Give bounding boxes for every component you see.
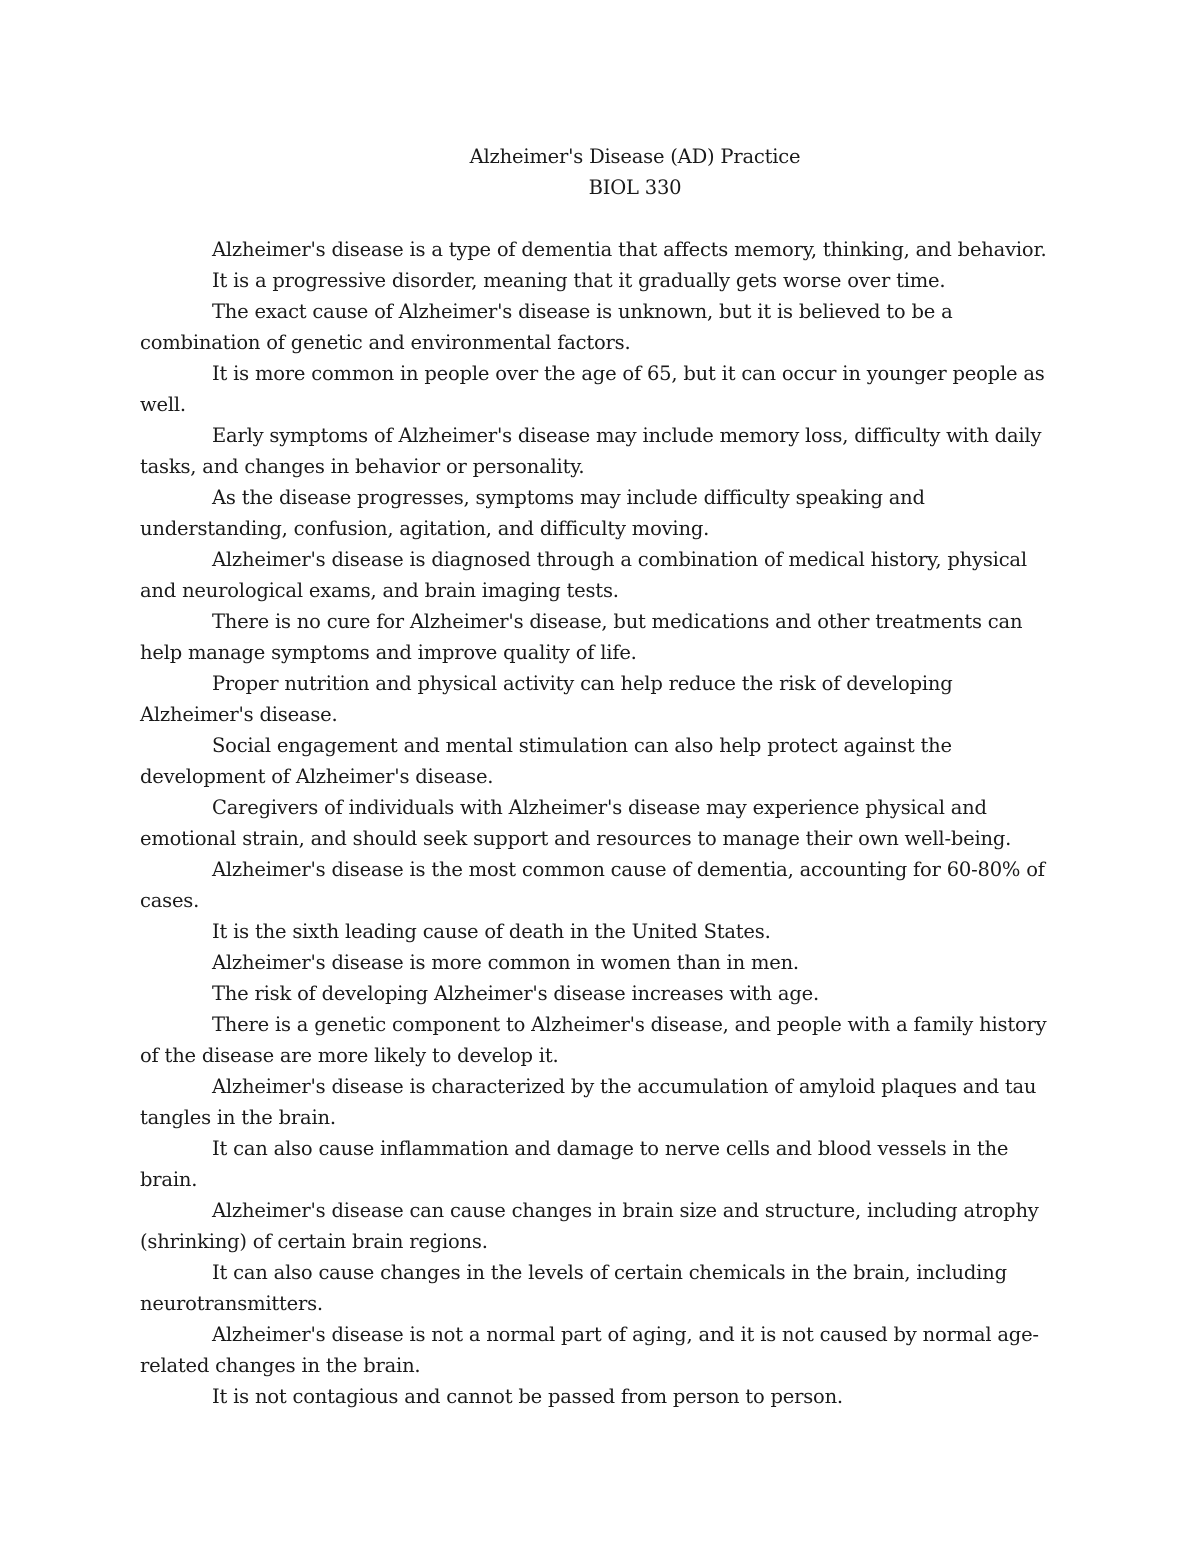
paragraph: The exact cause of Alzheimer's disease is unknown, but it is believed to be a combination of genetic and environmental factors. bbox=[140, 300, 953, 354]
document-body bbox=[140, 141, 1060, 1412]
paragraph: Alzheimer's disease is diagnosed through a combination of medical history, physical and neurological exams, and brain imaging tests. bbox=[140, 548, 1027, 602]
paragraph: As the disease progresses, symptoms may include difficulty speaking and understanding, confusion, agitation, and difficulty moving. bbox=[140, 486, 925, 540]
paragraph: It can also cause inflammation and damage to nerve cells and blood vessels in the brain. bbox=[140, 1137, 1009, 1191]
paragraph: There is no cure for Alzheimer's disease, but medications and other treatments can help manage symptoms and improve quality of life. bbox=[140, 610, 1023, 664]
paragraph: Alzheimer's disease is the most common cause of dementia, accounting for 60-80% of cases. bbox=[140, 858, 1045, 912]
paragraph: It is the sixth leading cause of death in the United States. bbox=[212, 920, 771, 943]
paragraph: Alzheimer's disease is characterized by the accumulation of amyloid plaques and tau tangles in the brain. bbox=[140, 1075, 1037, 1129]
paragraph: The risk of developing Alzheimer's disease increases with age. bbox=[212, 982, 819, 1005]
paragraph: Caregivers of individuals with Alzheimer's disease may experience physical and emotional strain, and should seek support and resources to manage their own well-being. bbox=[140, 796, 1012, 850]
blank-line bbox=[140, 203, 1060, 234]
paragraph: It is a progressive disorder, meaning that it gradually gets worse over time. bbox=[212, 269, 946, 292]
paragraph: Alzheimer's disease is not a normal part of aging, and it is not caused by normal age-related changes in the brain. bbox=[140, 1323, 1039, 1377]
paragraph: There is a genetic component to Alzheimer's disease, and people with a family history of the disease are more likely to develop it. bbox=[140, 1013, 1047, 1067]
paragraph: Social engagement and mental stimulation can also help protect against the development of Alzheimer's disease. bbox=[140, 734, 952, 788]
paragraph: Alzheimer's disease can cause changes in brain size and structure, including atrophy (shrinking) of certain brain regions. bbox=[140, 1199, 1039, 1253]
paragraph: It can also cause changes in the levels of certain chemicals in the brain, including neurotransmitters. bbox=[140, 1261, 1007, 1315]
paragraph: Proper nutrition and physical activity can help reduce the risk of developing Alzheimer's disease. bbox=[140, 672, 953, 726]
document-title: Alzheimer's Disease (AD) Practice bbox=[469, 145, 801, 168]
title-block bbox=[210, 141, 1060, 203]
paragraph: It is more common in people over the age of 65, but it can occur in younger people as well. bbox=[140, 362, 1045, 416]
paragraph: Early symptoms of Alzheimer's disease may include memory loss, difficulty with daily tasks, and changes in behavior or personality. bbox=[140, 424, 1042, 478]
paragraph: It is not contagious and cannot be passed from person to person. bbox=[212, 1385, 843, 1408]
paragraph: Alzheimer's disease is a type of dementia that affects memory, thinking, and behavior. bbox=[212, 238, 1047, 261]
paragraph: Alzheimer's disease is more common in women than in men. bbox=[212, 951, 799, 974]
course-code: BIOL 330 bbox=[588, 176, 682, 199]
